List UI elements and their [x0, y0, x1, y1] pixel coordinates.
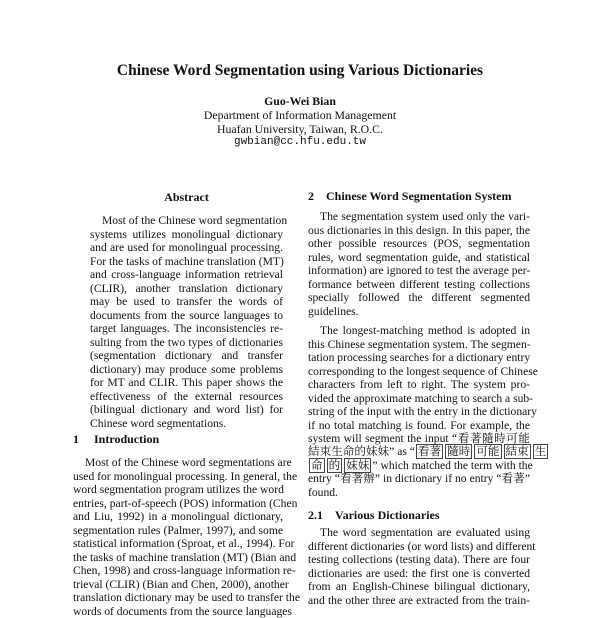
- text-line: string of the input with the entry in the dictionary: [308, 405, 530, 419]
- text-line: translation dictionary may be used to transfer the: [73, 591, 283, 605]
- text-line: may be used to transfer the words of: [90, 295, 283, 309]
- section2-heading: 2 Chinese Word Segmentation System: [308, 189, 511, 204]
- text-line: systems utilizes monolingual dictionary: [90, 228, 283, 242]
- text-line: The segmentation system used only the vari-: [308, 210, 530, 224]
- text-line: system will segment the input “看著隨時可能: [308, 432, 530, 446]
- section21-heading: 2.1 Various Dictionaries: [308, 508, 440, 523]
- text-line: dictionary) may produce some problems: [90, 363, 283, 377]
- text-line: Most of the Chinese word segmentations are: [73, 456, 283, 470]
- text-line: dictionaries are used: the first one is converted: [308, 567, 530, 581]
- text-line: formance between different testing collections: [308, 278, 530, 292]
- intro-body: [73, 456, 283, 618]
- text-line: for MT and CLIR. This paper shows the: [90, 376, 283, 390]
- section2-paragraph-1: [308, 210, 530, 318]
- abstract-body: [90, 214, 283, 430]
- segmentation-example: [308, 445, 530, 499]
- text-line: target languages. The inconsistencies re-: [90, 322, 283, 336]
- segment-box: 結束: [504, 444, 531, 459]
- text-line: and cross-language information retrieval: [90, 268, 283, 282]
- text-line: specially followed the different segmented: [308, 291, 530, 305]
- text-line: effectiveness of the external resources: [90, 390, 283, 404]
- text-line: used for monolingual processing. In general, the: [73, 470, 283, 484]
- text-line: sulting from the two types of dictionaries: [90, 336, 283, 350]
- text-line: other possible resources (POS, segmentation: [308, 237, 530, 251]
- text-line: from an English-Chinese bilingual dictionary,: [308, 580, 530, 594]
- intro-heading: 1 Introduction: [73, 432, 159, 447]
- section2-paragraph-2: [308, 324, 530, 446]
- segment-box: 命: [309, 458, 325, 473]
- example-text: found.: [308, 486, 530, 500]
- text-line: documents from the source languages to: [90, 309, 283, 323]
- text-line: For the tasks of machine translation (MT): [90, 255, 283, 269]
- text-line: ous dictionaries in this design. In this paper, the: [308, 224, 530, 238]
- author-department: Department of Information Management: [0, 108, 600, 123]
- text-line: this Chinese segmentation system. The segmen-: [308, 338, 530, 352]
- text-line: statistical information (Sproat, et al., 1994). For: [73, 537, 283, 551]
- text-line: words of documents from the source languages: [73, 605, 283, 618]
- example-text: 結束生命的妹妹” as “: [308, 445, 415, 458]
- text-line: corresponding to the longest sequence of Chinese: [308, 365, 530, 379]
- text-line: (bilingual dictionary and word list) for: [90, 403, 283, 417]
- segment-box: 可能: [474, 444, 501, 459]
- text-line: Chinese word segmentations.: [90, 417, 283, 431]
- text-line: and are used for monolingual processing.: [90, 241, 283, 255]
- segment-box: 看著: [416, 444, 443, 459]
- text-line: word segmentation program utilizes the word: [73, 483, 283, 497]
- text-line: and the other three are extracted from the train-: [308, 594, 530, 608]
- author-email: gwbian@cc.hfu.edu.tw: [0, 136, 600, 148]
- text-line: (segmentation dictionary and transfer: [90, 349, 283, 363]
- text-line: trieval (CLIR) (Bian and Chen, 2000), another: [73, 578, 283, 592]
- text-line: The word segmentation are evaluated using: [308, 526, 530, 540]
- text-line: the tasks of machine translation (MT) (Bian and: [73, 551, 283, 565]
- author-name: Guo-Wei Bian: [0, 94, 600, 109]
- text-line: rules, word segmentation guide, and statistical: [308, 251, 530, 265]
- text-line: (CLIR), another translation dictionary: [90, 282, 283, 296]
- text-line: Chen, 1998) and cross-language information re-: [73, 564, 283, 578]
- text-line: tation processing searches for a dictionary entry: [308, 351, 530, 365]
- text-line: vided the approximate matching to search a sub-: [308, 392, 530, 406]
- text-line: characters from left to right. The system pro-: [308, 378, 530, 392]
- text-line: entries, part-of-speech (POS) information (Chen: [73, 497, 283, 511]
- segment-box: 生: [533, 444, 549, 459]
- paper-title: Chinese Word Segmentation using Various Dictionaries: [0, 62, 600, 80]
- text-line: information) are ignored to test the average per-: [308, 264, 530, 278]
- text-line: and Liu, 1992) in a monolingual dictionary,: [73, 510, 283, 524]
- segment-box: 妹妹: [344, 458, 371, 473]
- example-text: ” which matched the term with the: [372, 459, 532, 472]
- segment-box: 的: [327, 458, 343, 473]
- text-line: different dictionaries (or word lists) and different: [308, 540, 530, 554]
- section21-body: [308, 526, 530, 607]
- abstract-heading: Abstract: [0, 190, 373, 205]
- text-line: Most of the Chinese word segmentation: [90, 214, 283, 228]
- segment-box: 隨時: [445, 444, 472, 459]
- text-line: if no total matching is found. For example, the: [308, 419, 530, 433]
- text-line: guidelines.: [308, 305, 530, 319]
- author-university: Huafan University, Taiwan, R.O.C.: [0, 122, 600, 137]
- text-line: testing collections (testing data). There are four: [308, 553, 530, 567]
- text-line: segmentation rules (Palmer, 1997), and some: [73, 524, 283, 538]
- example-text: entry “看著辦” in dictionary if no entry “看著”: [308, 472, 530, 486]
- text-line: The longest-matching method is adopted in: [308, 324, 530, 338]
